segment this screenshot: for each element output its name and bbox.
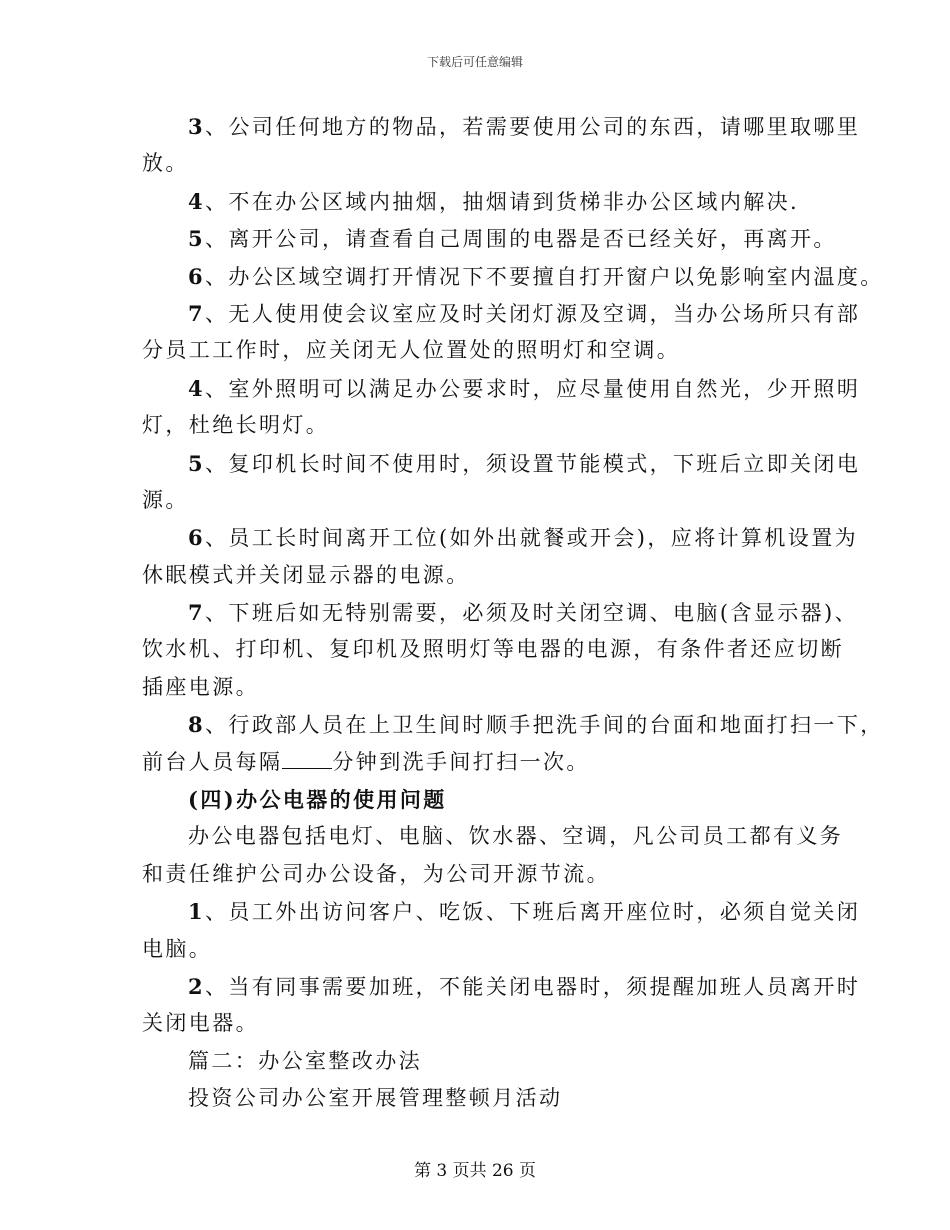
- item-number: 5: [188, 450, 206, 476]
- item-text: 、复印机长时间不使用时，须设置节能模式，下班后立即关闭电: [205, 451, 861, 476]
- item-continuation: 休眠模式并关闭显示器的电源。: [142, 562, 470, 587]
- item-text-after-blank: 分钟到洗手间打扫一次。: [332, 749, 590, 774]
- rule-item: [142, 519, 858, 556]
- item-number: 6: [188, 263, 206, 289]
- part-title: 篇二：办公室整改办法: [188, 1048, 422, 1073]
- rule-item: [142, 183, 812, 220]
- item-text-before-blank: 前台人员每隔: [142, 749, 283, 774]
- item-text: 、办公区域空调打开情况下不要擅自打开窗户以免影响室内温度。: [205, 264, 884, 289]
- item-text: 、公司任何地方的物品，若需要使用公司的东西，请哪里取哪里: [205, 115, 861, 139]
- item-number: 2: [188, 973, 206, 999]
- item-text: 、下班后如无特别需要，必须及时关闭空调、电脑(含显示器)、: [205, 601, 858, 626]
- rule-item: [142, 108, 861, 145]
- item-number: 7: [188, 300, 206, 326]
- page-number: 第 3 页共 26 页: [413, 1161, 537, 1181]
- item-continuation: 源。: [142, 487, 189, 512]
- item-continuation: 插座电源。: [142, 674, 259, 699]
- item-continuation: 关闭电器。: [142, 1011, 259, 1036]
- section-intro: 办公电器包括电灯、电脑、饮水器、空调，凡公司员工都有义务: [188, 824, 844, 849]
- item-text: 、行政部人员在上卫生间时顺手把洗手间的台面和地面打扫一下，: [205, 713, 884, 738]
- rule-item: [142, 594, 858, 631]
- item-continuation: 分员工工作时，应关闭无人位置处的照明灯和空调。: [142, 338, 681, 363]
- item-text: 、无人使用使会议室应及时关闭灯源及空调，当办公场所只有部: [205, 301, 861, 326]
- item-text: 、离开公司，请查看自己周围的电器是否已经关好，再离开。: [205, 227, 837, 252]
- item-number: 4: [188, 375, 206, 401]
- item-continuation: 电脑。: [142, 936, 213, 961]
- item-text: 、员工外出访问客户、吃饭、下班后离开座位时，必须自觉关闭: [205, 900, 861, 925]
- item-continuation: 饮水机、打印机、复印机及照明灯等电器的电源，有条件者还应切断: [142, 637, 844, 662]
- item-text: 、不在办公区域内抽烟，抽烟请到货梯非办公区域内解决.: [205, 189, 800, 214]
- item-number: 8: [188, 712, 206, 738]
- item-number: 5: [188, 226, 206, 252]
- section-heading: (四)办公电器的使用问题: [188, 787, 447, 813]
- item-text: 、室外照明可以满足办公要求时，应尽量使用自然光，少开照明: [205, 376, 861, 401]
- item-number: 1: [188, 899, 206, 925]
- rule-item: [142, 968, 861, 1005]
- item-continuation: [142, 744, 812, 781]
- item-number: 4: [188, 188, 206, 214]
- section-intro-continuation: 和责任维护公司办公设备，为公司开源节流。: [142, 861, 610, 886]
- fill-in-blank: [282, 750, 332, 769]
- rule-item: [142, 445, 861, 482]
- rule-item: [142, 295, 861, 332]
- document-body: [142, 108, 884, 1118]
- item-continuation: 灯，杜绝长明灯。: [142, 413, 330, 438]
- item-text: 、当有同事需要加班，不能关闭电器时，须提醒加班人员离开时: [205, 974, 861, 999]
- rule-item: [142, 220, 837, 257]
- rule-item: [142, 370, 861, 407]
- item-number: 7: [188, 600, 206, 626]
- part-subtitle: 投资公司办公室开展管理整顿月活动: [188, 1086, 563, 1111]
- rule-item: [142, 706, 884, 743]
- rule-item: [142, 893, 861, 930]
- item-number: 6: [188, 525, 206, 551]
- item-continuation: 放。: [142, 151, 189, 176]
- header-note: 下载后可任意编辑: [426, 55, 523, 69]
- item-number: 3: [188, 114, 206, 139]
- rule-item: [142, 258, 884, 295]
- item-text: 、员工长时间离开工位(如外出就餐或开会)，应将计算机设置为: [205, 526, 858, 551]
